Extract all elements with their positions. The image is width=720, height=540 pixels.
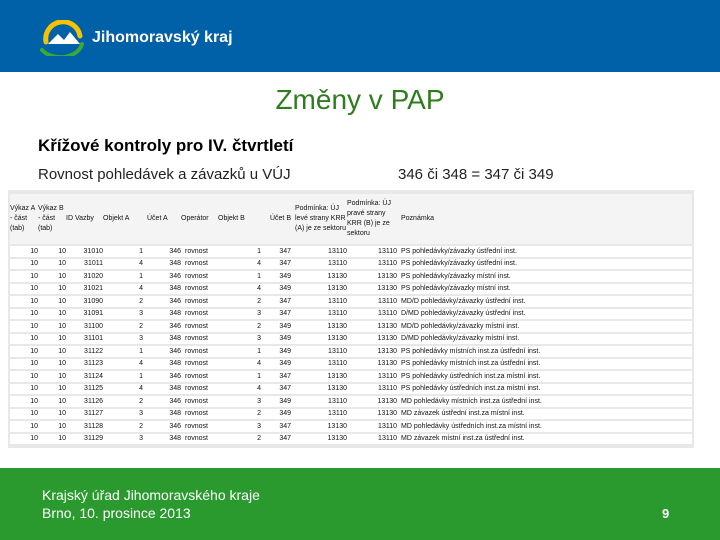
cell-vykaz-b: 10 <box>38 246 66 257</box>
cell-objekt-a: 2 <box>103 296 143 307</box>
cell-id-vazby: 31123 <box>66 359 103 370</box>
cell-objekt-b: 4 <box>218 259 261 270</box>
cell-ucet-a: 346 <box>143 396 181 407</box>
cell-podminka-b: 13110 <box>347 309 397 320</box>
cell-ucet-a: 348 <box>143 384 181 395</box>
brand-name: Jihomoravský kraj <box>92 29 233 46</box>
cell-ucet-b: 347 <box>261 434 291 445</box>
table-row <box>10 309 692 320</box>
cell-vykaz-a: 10 <box>10 409 38 420</box>
cell-objekt-b: 3 <box>218 334 261 345</box>
table-row <box>10 421 692 432</box>
cell-podminka-a: 13130 <box>291 271 347 282</box>
header-vykaz-a: Výkaz A - část (tab) <box>10 194 38 244</box>
cell-podminka-b: 13130 <box>347 396 397 407</box>
cell-id-vazby: 31100 <box>66 321 103 332</box>
header-objekt-a: Objekt A <box>103 194 143 244</box>
cell-podminka-b: 13110 <box>347 421 397 432</box>
cell-operator: rovnost <box>181 309 218 320</box>
cell-vykaz-a: 10 <box>10 371 38 382</box>
cell-objekt-b: 2 <box>218 296 261 307</box>
slide-subtitle: Křížové kontroly pro IV. čtvrtletí <box>38 136 294 155</box>
header-bar <box>0 0 720 72</box>
cell-objekt-b: 3 <box>218 421 261 432</box>
cell-poznamka: PS pohledávky/závazky místní inst. <box>397 271 692 282</box>
cell-poznamka: PS pohledávky místních inst.za ústřední inst. <box>397 346 692 357</box>
cell-ucet-a: 348 <box>143 284 181 295</box>
cell-ucet-a: 346 <box>143 246 181 257</box>
cell-vykaz-b: 10 <box>38 421 66 432</box>
cell-podminka-b: 13130 <box>347 334 397 345</box>
cell-objekt-b: 4 <box>218 384 261 395</box>
cell-vykaz-a: 10 <box>10 259 38 270</box>
cell-objekt-b: 2 <box>218 434 261 445</box>
cell-vykaz-a: 10 <box>10 246 38 257</box>
header-poznamka: Poznámka <box>397 194 692 244</box>
cell-ucet-a: 348 <box>143 259 181 270</box>
cell-poznamka: MD/D pohledávky/závazky ústřední inst. <box>397 296 692 307</box>
cell-poznamka: D/MD pohledávky/závazky místní inst. <box>397 334 692 345</box>
cell-podminka-b: 13110 <box>347 259 397 270</box>
cell-operator: rovnost <box>181 334 218 345</box>
table-row <box>10 296 692 307</box>
cell-podminka-a: 13110 <box>291 359 347 370</box>
cell-ucet-a: 346 <box>143 296 181 307</box>
table-row <box>10 246 692 257</box>
cell-ucet-b: 347 <box>261 309 291 320</box>
cell-operator: rovnost <box>181 346 218 357</box>
cell-vykaz-b: 10 <box>38 259 66 270</box>
cell-objekt-a: 2 <box>103 396 143 407</box>
cell-ucet-b: 349 <box>261 271 291 282</box>
cell-id-vazby: 31122 <box>66 346 103 357</box>
cell-vykaz-a: 10 <box>10 359 38 370</box>
cell-vykaz-b: 10 <box>38 409 66 420</box>
table-row <box>10 321 692 332</box>
cell-vykaz-b: 10 <box>38 284 66 295</box>
table-row <box>10 396 692 407</box>
cell-vykaz-a: 10 <box>10 284 38 295</box>
cell-objekt-a: 2 <box>103 421 143 432</box>
cell-podminka-a: 13110 <box>291 396 347 407</box>
cell-id-vazby: 31128 <box>66 421 103 432</box>
cell-podminka-a: 13130 <box>291 284 347 295</box>
cell-vykaz-b: 10 <box>38 371 66 382</box>
cell-ucet-a: 346 <box>143 421 181 432</box>
cell-vykaz-a: 10 <box>10 384 38 395</box>
table-row <box>10 384 692 395</box>
cell-podminka-a: 13130 <box>291 434 347 445</box>
cell-ucet-b: 347 <box>261 259 291 270</box>
cell-podminka-a: 13130 <box>291 421 347 432</box>
cell-operator: rovnost <box>181 384 218 395</box>
cell-ucet-a: 348 <box>143 434 181 445</box>
cell-podminka-b: 13130 <box>347 359 397 370</box>
cell-podminka-a: 13130 <box>291 334 347 345</box>
cell-id-vazby: 31021 <box>66 284 103 295</box>
cell-podminka-b: 13110 <box>347 296 397 307</box>
table-header-row <box>10 194 692 244</box>
footer-date: Brno, 10. prosince 2013 <box>42 505 191 521</box>
header-podminka-a: Podmínka: ÚJ levé strany KRR (A) je ze sektoru <box>291 194 347 244</box>
header-ucet-a: Účet A <box>143 194 181 244</box>
header-operator: Operátor <box>181 194 218 244</box>
cell-id-vazby: 31011 <box>66 259 103 270</box>
cell-objekt-a: 4 <box>103 284 143 295</box>
cell-objekt-a: 3 <box>103 309 143 320</box>
cell-podminka-a: 13130 <box>291 371 347 382</box>
header-id-vazby: ID Vazby <box>66 194 103 244</box>
cell-ucet-a: 346 <box>143 271 181 282</box>
cell-vykaz-a: 10 <box>10 271 38 282</box>
cell-objekt-b: 3 <box>218 396 261 407</box>
cell-ucet-a: 348 <box>143 334 181 345</box>
cell-id-vazby: 31127 <box>66 409 103 420</box>
cell-vykaz-b: 10 <box>38 384 66 395</box>
rule-formula: 346 či 348 = 347 či 349 <box>398 166 554 183</box>
footer-text <box>42 486 260 522</box>
cell-ucet-a: 346 <box>143 371 181 382</box>
cell-operator: rovnost <box>181 421 218 432</box>
cell-ucet-a: 348 <box>143 309 181 320</box>
header-objekt-b: Objekt B <box>218 194 261 244</box>
cell-podminka-b: 13110 <box>347 434 397 445</box>
cell-ucet-a: 348 <box>143 409 181 420</box>
cell-poznamka: MD závazek místní inst.za ústřední inst. <box>397 434 692 445</box>
cell-vykaz-a: 10 <box>10 309 38 320</box>
header-vykaz-b: Výkaz B - část (tab) <box>38 194 66 244</box>
cell-id-vazby: 31020 <box>66 271 103 282</box>
cell-poznamka: PS pohledávky ústředních inst.za místní inst. <box>397 371 692 382</box>
cell-podminka-b: 13110 <box>347 384 397 395</box>
cell-operator: rovnost <box>181 396 218 407</box>
cell-objekt-b: 1 <box>218 246 261 257</box>
cell-objekt-b: 1 <box>218 346 261 357</box>
cell-poznamka: PS pohledávky/závazky místní inst. <box>397 284 692 295</box>
cell-vykaz-a: 10 <box>10 396 38 407</box>
cell-poznamka: D/MD pohledávky/závazky ústřední inst. <box>397 309 692 320</box>
cell-id-vazby: 31101 <box>66 334 103 345</box>
cell-id-vazby: 31091 <box>66 309 103 320</box>
cell-vykaz-a: 10 <box>10 434 38 445</box>
cell-podminka-b: 13130 <box>347 284 397 295</box>
cell-operator: rovnost <box>181 284 218 295</box>
cell-objekt-b: 2 <box>218 409 261 420</box>
cell-poznamka: PS pohledávky/závazky ústřední inst. <box>397 246 692 257</box>
cell-podminka-a: 13110 <box>291 346 347 357</box>
table-row <box>10 284 692 295</box>
table-row <box>10 434 692 445</box>
cell-operator: rovnost <box>181 296 218 307</box>
cell-ucet-b: 347 <box>261 246 291 257</box>
cross-check-table <box>10 192 692 446</box>
cell-objekt-a: 1 <box>103 371 143 382</box>
cell-podminka-a: 13130 <box>291 321 347 332</box>
cell-operator: rovnost <box>181 259 218 270</box>
cell-podminka-b: 13130 <box>347 321 397 332</box>
cell-poznamka: PS pohledávky místních inst.za ústřední inst. <box>397 359 692 370</box>
table-body <box>10 246 692 444</box>
cell-objekt-b: 1 <box>218 271 261 282</box>
cell-objekt-a: 2 <box>103 321 143 332</box>
rule-description: Rovnost pohledávek a závazků u VÚJ <box>38 166 291 183</box>
cell-ucet-b: 349 <box>261 334 291 345</box>
cell-operator: rovnost <box>181 246 218 257</box>
cell-operator: rovnost <box>181 321 218 332</box>
cell-operator: rovnost <box>181 434 218 445</box>
cell-objekt-a: 3 <box>103 409 143 420</box>
cell-poznamka: MD závazek ústřední inst.za místní inst. <box>397 409 692 420</box>
cell-vykaz-b: 10 <box>38 334 66 345</box>
cell-id-vazby: 31125 <box>66 384 103 395</box>
footer-office: Krajský úřad Jihomoravského kraje <box>42 487 260 503</box>
table-row <box>10 346 692 357</box>
cell-objekt-a: 4 <box>103 259 143 270</box>
cell-vykaz-b: 10 <box>38 321 66 332</box>
cell-id-vazby: 31124 <box>66 371 103 382</box>
table-row <box>10 359 692 370</box>
cell-ucet-a: 348 <box>143 359 181 370</box>
cell-objekt-a: 3 <box>103 434 143 445</box>
cell-ucet-b: 349 <box>261 321 291 332</box>
cell-podminka-b: 13130 <box>347 409 397 420</box>
slide-title: Změny v PAP <box>275 84 445 115</box>
cell-vykaz-a: 10 <box>10 346 38 357</box>
cell-id-vazby: 31010 <box>66 246 103 257</box>
cell-vykaz-a: 10 <box>10 296 38 307</box>
cell-objekt-b: 3 <box>218 309 261 320</box>
cell-vykaz-b: 10 <box>38 296 66 307</box>
page-number: 9 <box>662 506 670 521</box>
cell-podminka-a: 13130 <box>291 384 347 395</box>
cell-ucet-b: 349 <box>261 409 291 420</box>
header-podminka-b: Podmínka: ÚJ pravé strany KRR (B) je ze sektoru <box>347 194 397 244</box>
cell-objekt-a: 4 <box>103 359 143 370</box>
cell-id-vazby: 31090 <box>66 296 103 307</box>
cell-operator: rovnost <box>181 271 218 282</box>
cell-poznamka: PS pohledávky/závazky ústřední inst. <box>397 259 692 270</box>
cell-poznamka: MD pohledávky ústředních inst.za místní inst. <box>397 421 692 432</box>
cell-ucet-a: 346 <box>143 346 181 357</box>
cell-vykaz-a: 10 <box>10 321 38 332</box>
table-row <box>10 334 692 345</box>
cell-poznamka: PS pohledávky ústředních inst.za místní inst. <box>397 384 692 395</box>
cell-vykaz-a: 10 <box>10 334 38 345</box>
cell-podminka-b: 13110 <box>347 246 397 257</box>
cell-objekt-a: 1 <box>103 246 143 257</box>
cell-vykaz-a: 10 <box>10 421 38 432</box>
table-row <box>10 271 692 282</box>
cell-vykaz-b: 10 <box>38 309 66 320</box>
jihomoravsky-kraj-logo-icon <box>38 20 88 56</box>
cell-ucet-b: 347 <box>261 421 291 432</box>
header-ucet-b: Účet B <box>261 194 291 244</box>
cell-ucet-b: 347 <box>261 371 291 382</box>
cell-vykaz-b: 10 <box>38 396 66 407</box>
cell-vykaz-b: 10 <box>38 359 66 370</box>
cell-id-vazby: 31129 <box>66 434 103 445</box>
cell-ucet-b: 347 <box>261 296 291 307</box>
cell-podminka-b: 13110 <box>347 371 397 382</box>
cell-podminka-b: 13130 <box>347 346 397 357</box>
table-row <box>10 371 692 382</box>
cell-vykaz-b: 10 <box>38 434 66 445</box>
cell-objekt-a: 4 <box>103 384 143 395</box>
cell-objekt-a: 1 <box>103 271 143 282</box>
cell-objekt-a: 1 <box>103 346 143 357</box>
cell-vykaz-b: 10 <box>38 271 66 282</box>
cell-objekt-a: 3 <box>103 334 143 345</box>
cell-poznamka: MD pohledávky místních inst.za ústřední inst. <box>397 396 692 407</box>
cell-operator: rovnost <box>181 359 218 370</box>
cell-objekt-b: 4 <box>218 359 261 370</box>
cell-podminka-a: 13110 <box>291 296 347 307</box>
cell-ucet-a: 346 <box>143 321 181 332</box>
cell-ucet-b: 349 <box>261 284 291 295</box>
cell-id-vazby: 31126 <box>66 396 103 407</box>
cell-objekt-b: 1 <box>218 371 261 382</box>
cell-operator: rovnost <box>181 409 218 420</box>
cell-ucet-b: 349 <box>261 396 291 407</box>
cell-ucet-b: 349 <box>261 346 291 357</box>
table-row <box>10 409 692 420</box>
cell-vykaz-b: 10 <box>38 346 66 357</box>
cell-podminka-a: 13110 <box>291 246 347 257</box>
cell-poznamka: MD/D pohledávky/závazky místní inst. <box>397 321 692 332</box>
table-row <box>10 259 692 270</box>
cell-ucet-b: 347 <box>261 384 291 395</box>
cell-objekt-b: 2 <box>218 321 261 332</box>
cell-podminka-b: 13130 <box>347 271 397 282</box>
cell-podminka-a: 13110 <box>291 409 347 420</box>
cell-operator: rovnost <box>181 371 218 382</box>
cell-podminka-a: 13110 <box>291 259 347 270</box>
cell-podminka-a: 13110 <box>291 309 347 320</box>
cell-ucet-b: 349 <box>261 359 291 370</box>
cell-objekt-b: 4 <box>218 284 261 295</box>
